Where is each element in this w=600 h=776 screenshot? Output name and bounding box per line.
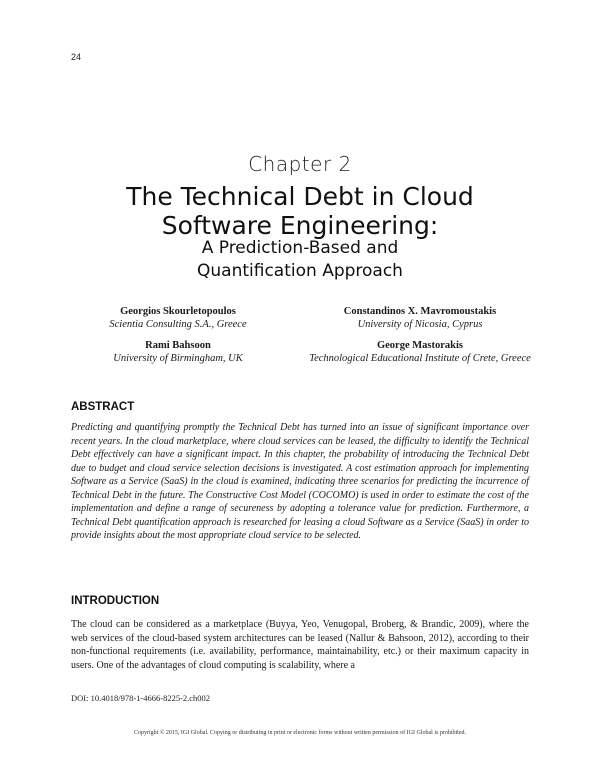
page-number: 24: [71, 52, 82, 62]
author-block: [48, 305, 308, 331]
author-name: Constandinos X. Mavromoustakis: [343, 306, 497, 317]
author-block: [290, 339, 550, 365]
chapter-title-line-2: Software Engineering:: [161, 211, 439, 240]
abstract-text: Predicting and quantifying promptly the Technical Debt has turned into an issue of significant importance over recent years. In the cloud marketplace, where cloud services can be leased, the difficulty to identify the Technical Debt effectively can have a significant impact. In this chapter, the probability of introducing the Technical Debt due to budget and cloud service selection decisions is investigated. A cost estimation approach for implementing Software as a Service (SaaS) in the cloud is examined, indicating three scenarios for predicting the incurrence of Technical Debt in the future. The Constructive Cost Model (COCOMO) is used in order to estimate the cost of the implementation and define a range of secureness by adopting a tolerance value for prediction. Furthermore, a Technical Debt quantification approach is researched for leasing a cloud Software as a Service (SaaS) in order to provide insights about the most appropriate cloud service to be selected.: [71, 422, 529, 541]
chapter-title-line-1: The Technical Debt in Cloud: [126, 182, 474, 211]
author-block: [48, 339, 308, 365]
chapter-label: Chapter 2: [248, 152, 352, 176]
chapter-subtitle-line-2: Quantification Approach: [197, 261, 403, 281]
author-block: [290, 305, 550, 331]
introduction-heading: INTRODUCTION: [71, 595, 160, 607]
author-name: George Mastorakis: [376, 340, 464, 351]
author-affiliation: Scientia Consulting S.A., Greece: [109, 319, 247, 330]
introduction-text: The cloud can be considered as a marketplace (Buyya, Yeo, Venugopal, Broberg, & Brandic, 2009), where the web services of the cloud-based system architectures can be leased (Nallur & Bahsoon, 2012), according to their non-functional requirements (i.e. availability, performance, maintainability, etc.) or their maximum capacity in users. One of the advantages of cloud computing is scalability, where a: [71, 619, 529, 671]
doi-text: DOI: 10.4018/978-1-4666-8225-2.ch002: [71, 693, 211, 703]
author-name: Georgios Skourletopoulos: [120, 306, 236, 317]
copyright-footer: Copyright © 2015, IGI Global. Copying or distributing in print or electronic forms without written permission of IGI Global is prohibited.: [133, 730, 466, 736]
abstract-heading: ABSTRACT: [71, 401, 135, 413]
author-affiliation: Technological Educational Institute of Crete, Greece: [309, 353, 531, 364]
author-name: Rami Bahsoon: [145, 340, 211, 351]
author-affiliation: University of Birmingham, UK: [113, 353, 243, 364]
chapter-subtitle-line-1: A Prediction-Based and: [201, 238, 399, 258]
author-affiliation: University of Nicosia, Cyprus: [357, 319, 483, 330]
